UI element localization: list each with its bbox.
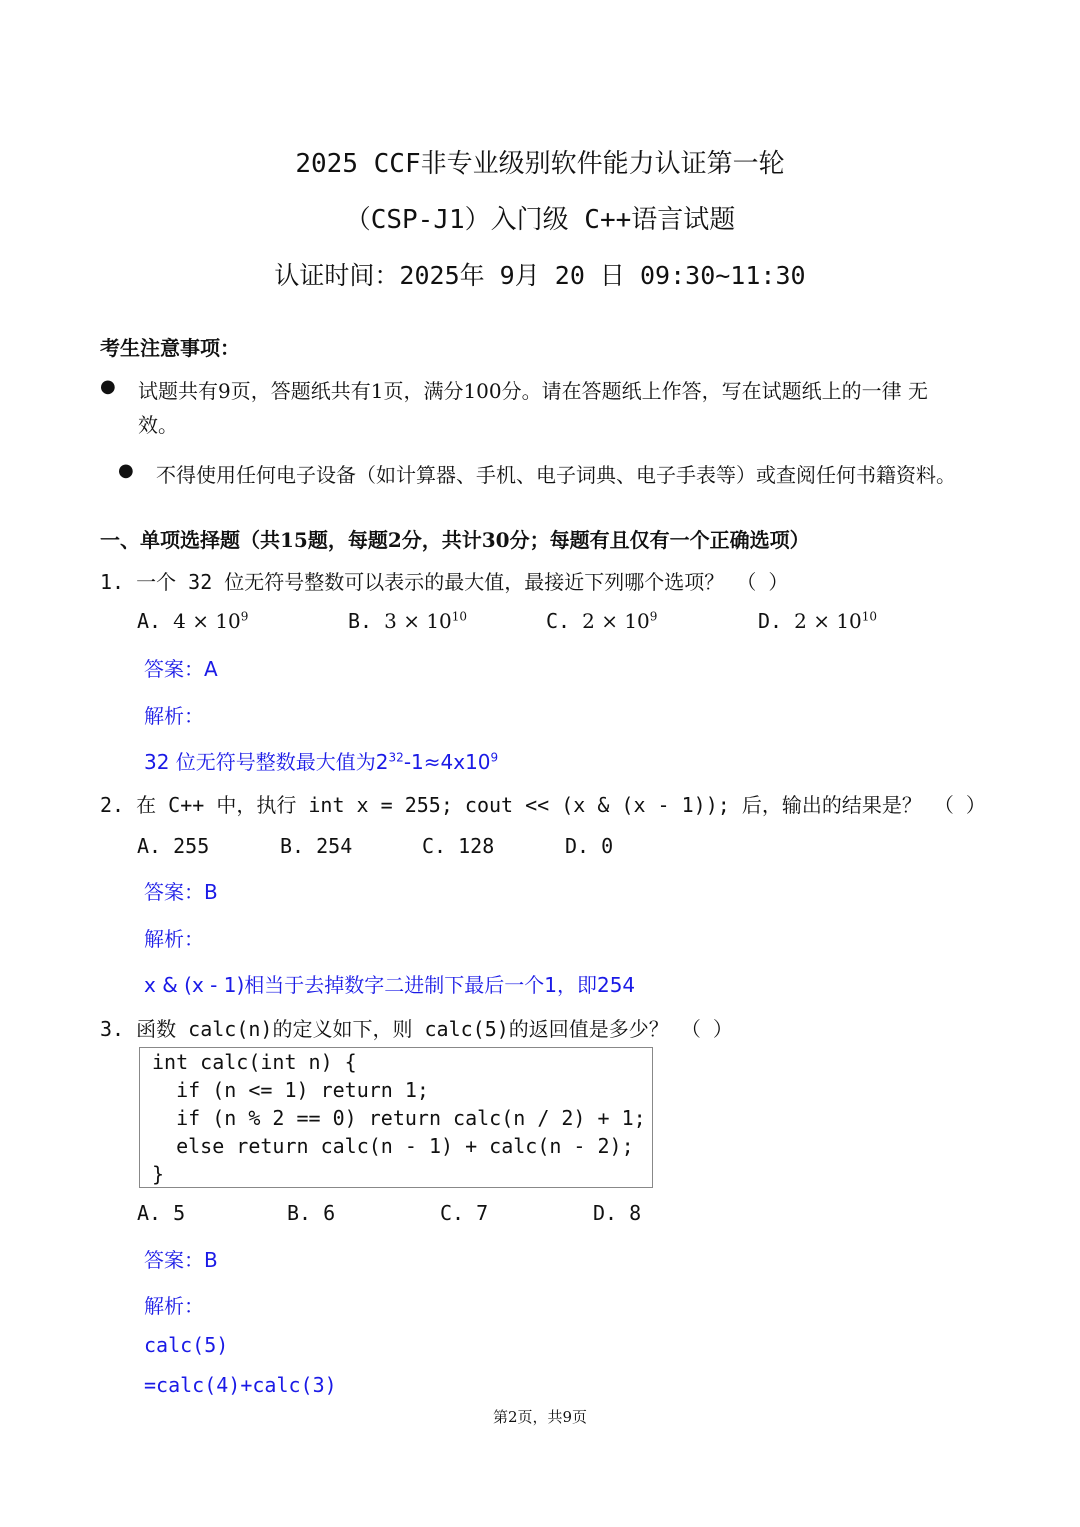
notice-item: 不得使用任何电子设备（如计算器、手机、电子词典、电子手表等）或查阅任何书籍资料。: [156, 463, 956, 487]
page-title: 2025 CCF非专业级别软件能力认证第一轮: [295, 149, 785, 179]
option-c: C. 128: [422, 834, 495, 858]
option-value: 4 × 10: [173, 609, 241, 633]
option-value: 2 × 10: [582, 609, 650, 633]
bullet-icon: ●: [118, 460, 134, 481]
code-line: if (n % 2 == 0) return calc(n / 2) + 1;: [152, 1106, 646, 1130]
option-c: C. 7: [440, 1201, 489, 1225]
option-exponent: 9: [240, 609, 249, 624]
analysis-text: x & (x - 1)相当于去掉数字二进制下最后一个1，即254: [144, 973, 636, 997]
option-value: 3 × 10: [384, 609, 452, 633]
option-value: 2 × 10: [794, 609, 862, 633]
exam-time: 认证时间：2025年 9月 20 日 09:30~11:30: [274, 261, 806, 290]
option-a: A. 5: [137, 1201, 186, 1225]
code-line: }: [152, 1162, 165, 1186]
analysis-label: 解析：: [144, 704, 204, 728]
option-label: B.: [348, 609, 385, 633]
option-exponent: 9: [649, 609, 658, 624]
option-c: [546, 609, 657, 633]
page-number: 第2页，共9页: [492, 1408, 588, 1426]
option-exponent: 10: [451, 609, 468, 624]
analysis-part: 32 位无符号整数最大值为2: [144, 750, 389, 774]
section-heading: 一、单项选择题（共15题，每题2分，共计30分；每题有且仅有一个正确选项）: [100, 528, 810, 552]
analysis-text: [144, 746, 498, 775]
analysis-label: 解析：: [144, 927, 204, 951]
option-d: [758, 609, 877, 633]
option-label: C.: [546, 609, 583, 633]
page-subtitle: （CSP-J1）入门级 C++语言试题: [344, 205, 736, 235]
answer: 答案：A: [144, 657, 218, 681]
option-a: A. 255: [137, 834, 210, 858]
bullet-icon: ●: [100, 376, 116, 397]
notice-heading: 考生注意事项：: [100, 336, 240, 360]
option-label: A.: [137, 609, 174, 633]
code-block: [139, 1047, 653, 1188]
option-b: B. 254: [280, 834, 353, 858]
option-a: [137, 609, 248, 633]
analysis-line: calc(5): [144, 1333, 229, 1357]
option-d: D. 0: [565, 834, 614, 858]
answer: 答案：B: [144, 880, 218, 904]
analysis-exponent: 9: [490, 750, 499, 765]
option-exponent: 10: [861, 609, 878, 624]
analysis-part: -1≈4x10: [403, 750, 491, 774]
question-stem: 1. 一个 32 位无符号整数可以表示的最大值，最接近下列哪个选项？ （ ）: [100, 570, 789, 594]
question-stem: 2. 在 C++ 中，执行 int x = 255; cout << (x & (x - 1)); 后，输出的结果是？ （ ）: [100, 793, 986, 817]
answer: 答案：B: [144, 1248, 218, 1272]
notice-item: 试题共有9页，答题纸共有1页，满分100分。请在答题纸上作答，写在试题纸上的一律 无: [138, 379, 928, 403]
option-label: D.: [758, 609, 795, 633]
option-b: [348, 609, 467, 633]
analysis-label: 解析：: [144, 1294, 204, 1318]
analysis-line: =calc(4)+calc(3): [144, 1373, 337, 1397]
option-d: D. 8: [593, 1201, 642, 1225]
code-line: if (n <= 1) return 1;: [152, 1078, 429, 1102]
notice-item-continued: 效。: [138, 413, 178, 437]
analysis-exponent: 32: [388, 750, 404, 765]
option-b: B. 6: [287, 1201, 336, 1225]
question-stem: 3. 函数 calc(n)的定义如下，则 calc(5)的返回值是多少？ （ ）: [100, 1017, 733, 1041]
code-line: int calc(int n) {: [152, 1050, 357, 1074]
code-line: else return calc(n - 1) + calc(n - 2);: [152, 1134, 634, 1158]
